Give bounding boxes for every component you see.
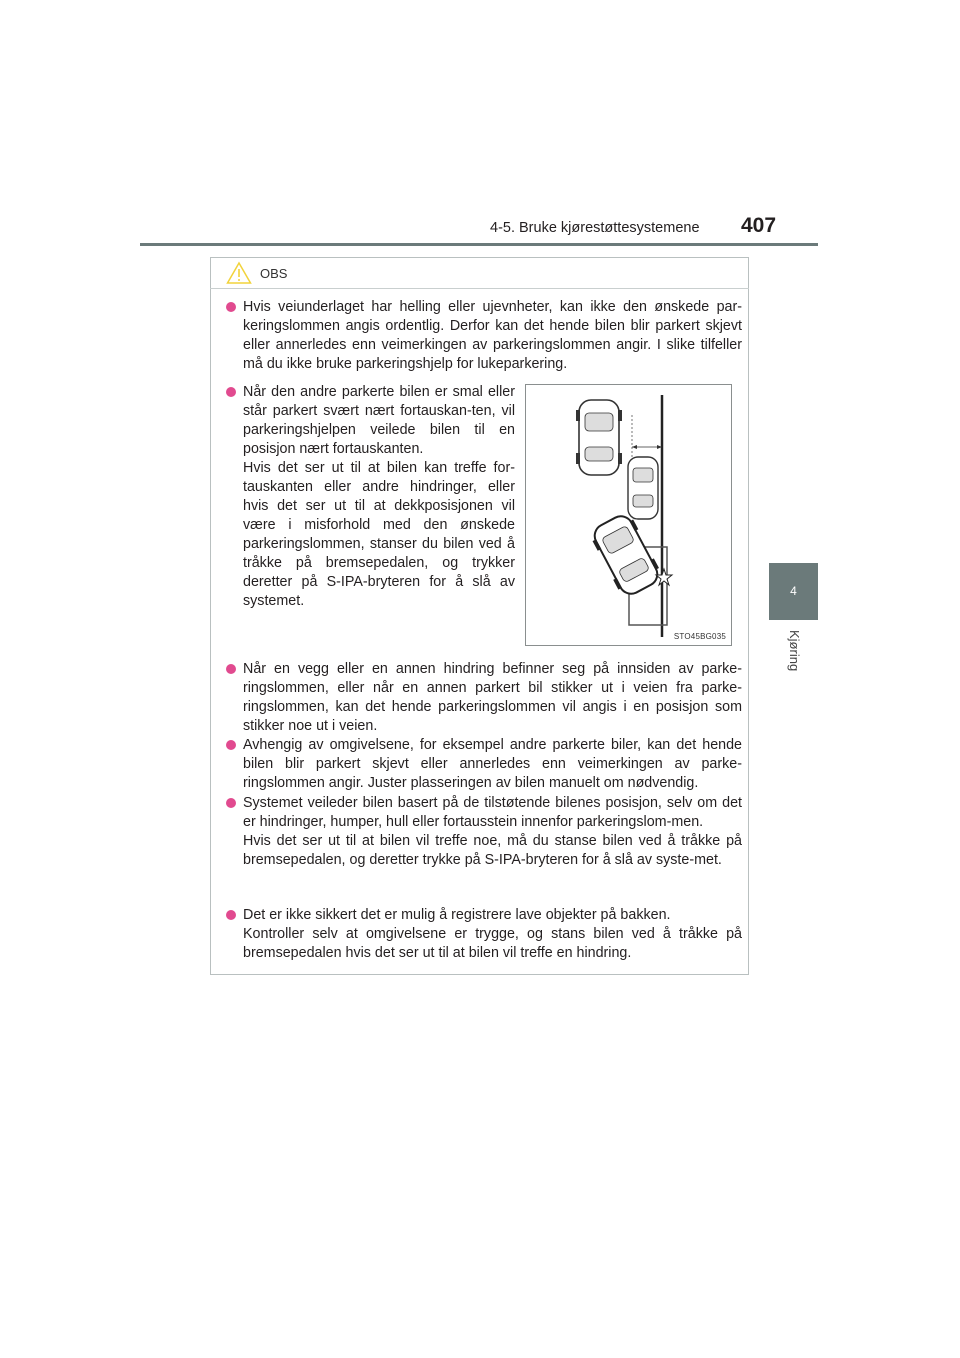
page-number: 407 — [741, 214, 777, 237]
parking-illustration — [525, 384, 732, 646]
bullet-text: Avhengig av omgivelsene, for eksempel andre parkerte biler, kan det hende bilen blir parkert skjevt eller annerledes enn veimerkingen av parke-ringslommen angir. Juster plasseringen av bilen manuelt om nødvendig. — [243, 737, 742, 791]
bullet-dot — [226, 740, 236, 750]
notice-bullet — [226, 383, 515, 611]
bullet-text: Hvis veiunderlaget har helling eller ujevnheter, kan ikke den ønskede par-keringslommen angis ordentlig. Derfor kan det hende bilen blir parkert skjevt eller annerledes enn veimerkingen av parkeringslommen angir. I slike tilfeller må du ikke bruke parkeringshjelp for lukeparkering. — [243, 299, 742, 372]
notice-bullet — [226, 794, 742, 870]
chapter-tab: 4 — [769, 563, 818, 620]
bullet-dot — [226, 387, 236, 397]
bullet-dot — [226, 798, 236, 808]
notice-bullet — [226, 736, 742, 793]
bullet-text: Det er ikke sikkert det er mulig å registrere lave objekter på bakken. Kontroller selv at omgivelsene er trygge, og stans bilen ved å tråkke på bremsepedalen hvis det ser ut til at bilen vil treffe en hindring. — [243, 907, 742, 961]
maneuvering-car — [588, 511, 664, 600]
section-title: 4-5. Bruke kjørestøttesystemene — [490, 220, 700, 236]
warning-triangle-icon — [226, 261, 252, 285]
parked-car-narrow — [628, 457, 658, 519]
notice-title: OBS — [260, 265, 288, 281]
bullet-dot — [226, 910, 236, 920]
notice-bullet — [226, 906, 742, 963]
bullet-dot — [226, 302, 236, 312]
bullet-text: Når en vegg eller en annen hindring befinner seg på innsiden av parke-ringslommen, eller når en annen parkert bil stikker ut i veien fra parke-ringslommen, kan det hende parkeringslommen vil angis i en posisjon som stikker noe ut i veien. — [243, 661, 742, 734]
bullet-dot — [226, 664, 236, 674]
parking-diagram — [526, 385, 733, 647]
header-divider — [140, 243, 818, 246]
notice-divider — [210, 288, 749, 289]
parked-car-front — [576, 400, 622, 475]
impact-star — [656, 569, 672, 585]
figure-code: STO45BG035 — [673, 632, 726, 641]
bullet-text: Når den andre parkerte bilen er smal eller står parkert svært nært fortauskan-ten, vil parkeringshjelpen veilede bilen til en posisjon nært fortauskanten. Hvis det ser ut til at bilen kan treffe for-tauskanten eller andre hindringer, eller hvis det ser ut til at dekkposisjonen vil være i misforhold med den ønskede parkeringslommen, stanser du bilen ved å tråkke på bremsepedalen, og trykker deretter på S-IPA-bryteren for å slå av systemet. — [243, 384, 515, 609]
bullet-text: Systemet veileder bilen basert på de tilstøtende bilenes posisjon, selv om det er hindringer, humper, hull eller fortausstein innenfor parkeringslom-men. Hvis det ser ut til at bilen vil treffe noe, må du stanse bilen ved å tråkke på bremsepedalen, og deretter trykke på S-IPA-bryteren for å slå av syste-met. — [243, 795, 742, 868]
notice-bullet — [226, 660, 742, 736]
notice-bullet — [226, 298, 742, 374]
notice-header — [226, 260, 287, 286]
chapter-label: Kjøring — [787, 630, 802, 672]
